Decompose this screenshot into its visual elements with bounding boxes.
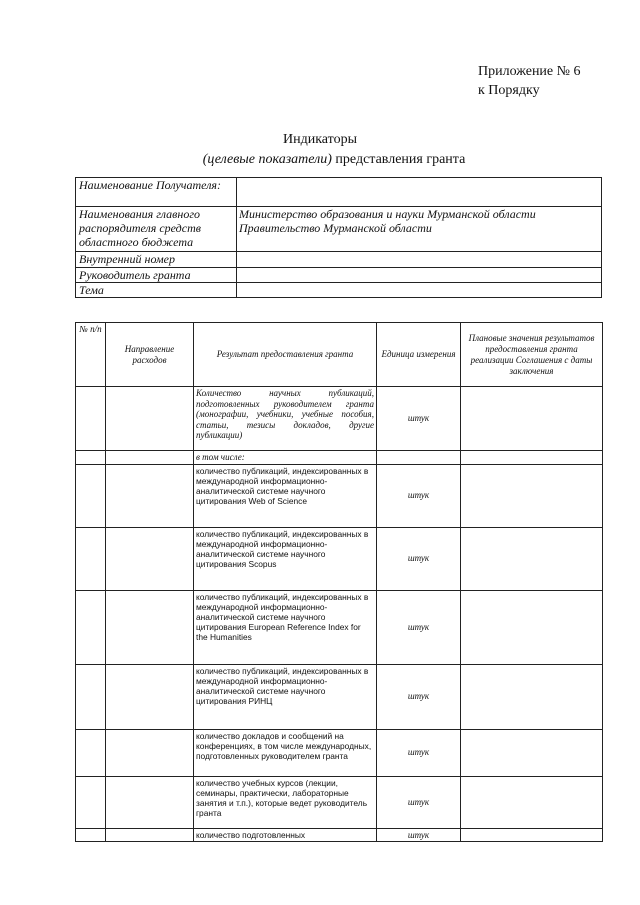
info-value [237,268,602,283]
cell-direction [106,590,194,664]
cell-plan [461,387,603,451]
table-row [76,664,603,729]
cell-num [76,664,106,729]
header-unit: Единица измерения [377,323,461,387]
cell-unit: штук [377,387,461,451]
info-value [237,178,602,207]
subtitle-italic-part: (целевые показатели) [202,152,332,167]
cell-unit [377,451,461,465]
cell-plan [461,776,603,828]
info-value: Министерство образования и науки Мурманской области Правительство Мурманской области [237,207,602,252]
cell-result: количество учебных курсов (лекции, семинары, практически, лабораторные занятия и т.п.), которые ведет руководитель гранта [194,776,377,828]
table-row [76,729,603,776]
info-row [76,283,602,298]
info-label: Наименование Получателя: [76,178,237,207]
info-row [76,178,602,207]
cell-unit: штук [377,590,461,664]
cell-direction [106,776,194,828]
cell-result: количество публикаций, индексированных в международной информационно-аналитической системе научного цитирования Scopus [194,527,377,590]
cell-direction [106,729,194,776]
cell-result: в том числе: [194,451,377,465]
cell-result: Количество научных публикаций, подготовленных руководителем гранта (монографии, учебники, учебные пособия, статьи, тезисы докладов, другие публикации) [194,387,377,451]
cell-num [76,464,106,527]
subtitle-rest: представления гранта [331,152,466,167]
cell-plan [461,828,603,842]
cell-unit: штук [377,527,461,590]
info-value [237,252,602,268]
cell-unit: штук [377,464,461,527]
cell-result: количество подготовленных [194,828,377,842]
header-direction: Направление расходов [106,323,194,387]
info-label: Тема [76,283,237,298]
cell-plan [461,451,603,465]
info-row [76,207,602,252]
info-label: Наименования главного распорядителя средств областного бюджета [76,207,237,252]
info-label: Внутренний номер [76,252,237,268]
cell-plan [461,729,603,776]
appendix-number: Приложение № 6 [478,64,581,79]
cell-direction [106,451,194,465]
grantee-info-table [75,177,602,298]
cell-num [76,776,106,828]
header-plan: Плановые значения результатов предоставления гранта реализации Соглашения с даты заключения [461,323,603,387]
appendix-label [478,62,581,100]
cell-plan [461,590,603,664]
cell-plan [461,527,603,590]
cell-direction [106,664,194,729]
table-row [76,464,603,527]
cell-num [76,387,106,451]
table-row [76,590,603,664]
table-row [76,828,603,842]
cell-unit: штук [377,729,461,776]
cell-direction [106,828,194,842]
document-title: Индикаторы [283,132,357,147]
document-subtitle [14,150,640,170]
cell-result: количество публикаций, индексированных в международной информационно-аналитической системе научного цитирования European Reference Index for the Humanities [194,590,377,664]
cell-plan [461,464,603,527]
cell-num [76,527,106,590]
cell-num [76,590,106,664]
table-row [76,451,603,465]
table-row [76,527,603,590]
cell-unit: штук [377,664,461,729]
info-value [237,283,602,298]
header-result: Результат предоставления гранта [194,323,377,387]
header-row [76,323,603,387]
cell-direction [106,464,194,527]
info-row [76,268,602,283]
cell-num [76,451,106,465]
table-row [76,776,603,828]
cell-unit: штук [377,828,461,842]
appendix-reference: к Порядку [478,83,540,98]
info-row [76,252,602,268]
info-label: Руководитель гранта [76,268,237,283]
header-num: № п/п [76,323,106,387]
cell-num [76,729,106,776]
cell-direction [106,387,194,451]
cell-plan [461,664,603,729]
cell-result: количество докладов и сообщений на конференциях, в том числе международных, подготовленных руководителем гранта [194,729,377,776]
cell-direction [106,527,194,590]
cell-num [76,828,106,842]
cell-result: количество публикаций, индексированных в международной информационно-аналитической системе научного цитирования Web of Science [194,464,377,527]
cell-result: количество публикаций, индексированных в международной информационно-аналитической системе научного цитирования РИНЦ [194,664,377,729]
table-row [76,387,603,451]
cell-unit: штук [377,776,461,828]
indicators-table [75,322,603,842]
